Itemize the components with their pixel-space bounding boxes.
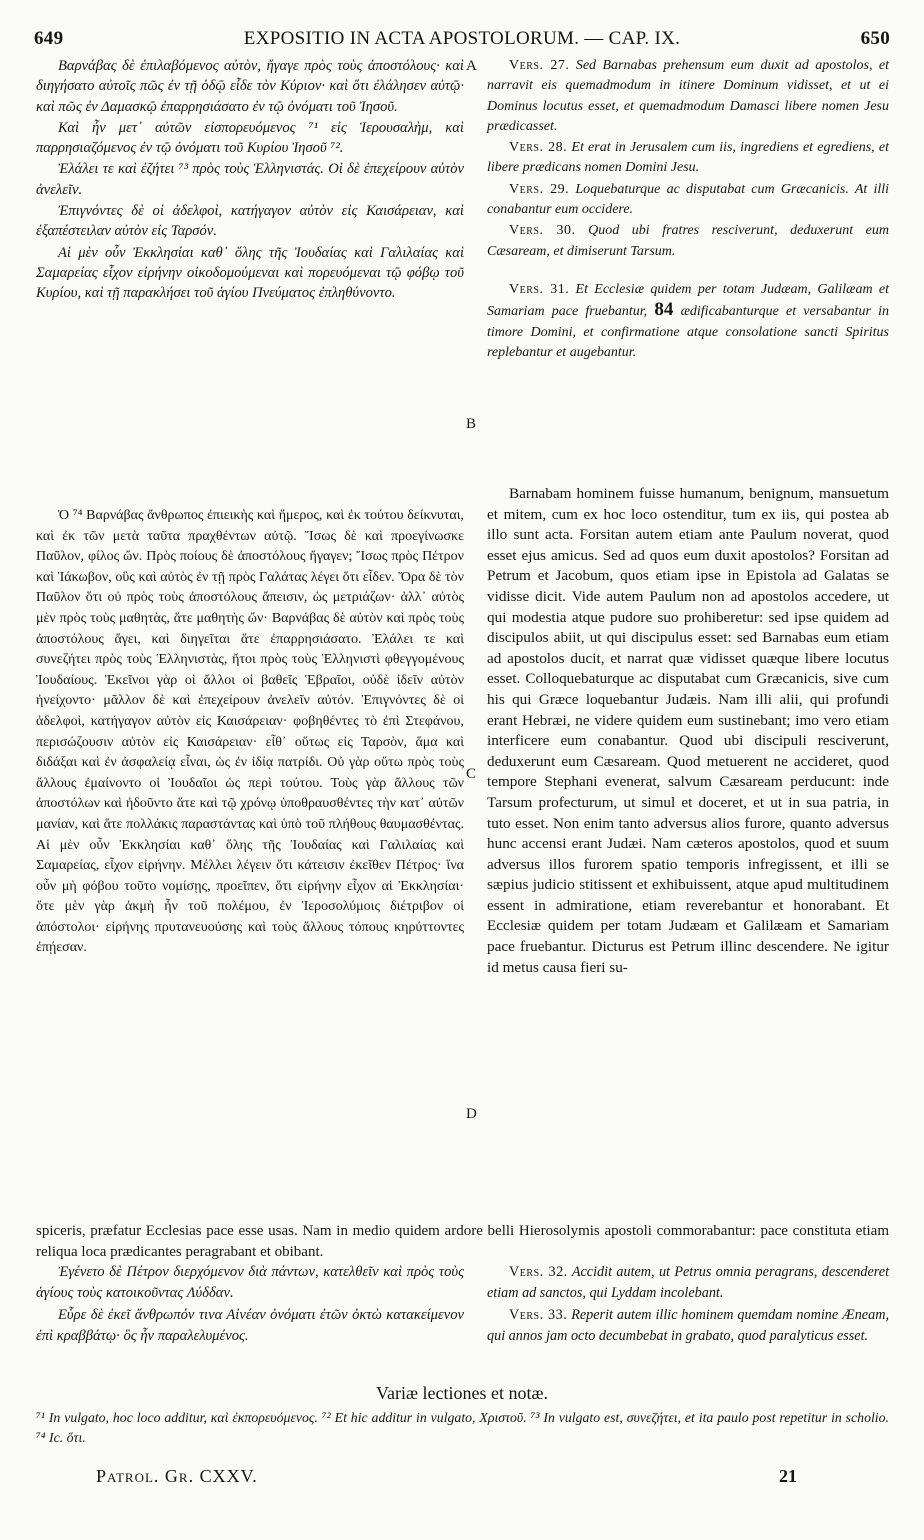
verse-text: Reperit autem illic hominem quemdam nomine Æneam, qui annos jam octo decumbebat in grabato, quod paralyticus esset.	[487, 1307, 889, 1344]
greek-verse-32: Ἐγένετο δὲ Πέτρον διερχόμενον διὰ πάντων, κατελθεῖν καὶ πρὸς τοὺς ἁγίους τοὺς κατοικοῦντας Λύδδαν.	[36, 1264, 464, 1301]
verse-text: ædificabanturque et versabantur in timore Domini, et confirmatione atque consolatione sancti Spiritus replebantur et augebantur.	[487, 304, 890, 360]
page-number-right: 650	[860, 28, 890, 49]
margin-marker-b: B	[466, 416, 477, 432]
greek-scripture-column	[36, 56, 464, 305]
latin-commentary: Barnabam hominem fuisse humanum, benignum, mansuetum et mitem, cum ex hoc loco ostenditur, tum ex iis, qui postea ab illo sunt acta. Forsitan autem etiam ante Paulum noverat, quod esset ejus amicus. Sed ad quos eum duxit apostolos? Forsitan ad Petrum et Jacobum, quos etiam ipse in Epistola ad Galatas se vidisse dicit. Vide autem Paulum non ad apostolos accedere, ut qui modestia atque pudore suo prohiberetur: sed ipse quidem ad discipulos abiit, ut qui discipulus esset: sed Barnabas eum etiam ad apostolos ducit, et narrat quæ vidisset quæque libere locutus esset. Colloquebaturque ac disputabat cum Græcanicis, sive cum his qui Græce loquebantur Judæis. Nam illi alii, qui profundi erant Hebræi, ne videre quidem eum sustinebant; imo vero etiam interficere eum conabantur. Quod ubi discipuli resciverunt, deduxerunt eum Cæsaream. Quod metuerent ne accideret, quod tempore Stephani evenerat, salvum Cæsaream perducunt: inde Tarsum profecturum, ut simul et doceret, et ut in sua patria, in tuto esset. Non enim tanto adversus alios furore, quanto adversus hunc accensi erant Judæi. Nam cæteros apostolos, quod et suum adversus illos furorem spatio temporis infregissent, et illi se sæpius judicio stitissent et exhibuissent, atque apud multitudinem essent in admiratione, etiam reverebantur et honorabant. Et Ecclesiæ quidem per totam Judæam et Galilæam et Samariam pace fruebantur. Dicturus est Petrum illinc descendere. Ne igitur id metus causa fieri su-	[487, 485, 889, 976]
page-footer	[36, 1466, 889, 1492]
verse-text: Loquebaturque ac disputabat cum Græcanicis. At illi conabantur eum occidere.	[487, 181, 890, 218]
verse-text: Et Ecclesiæ quidem per totam Judæam, Galilæam et Samariam pace fruebantur,	[487, 281, 890, 320]
running-title: EXPOSITIO IN ACTA APOSTOLORUM. — CAP. IX.	[243, 28, 681, 49]
verse-text: Et erat in Jerusalem cum iis, ingrediens et egrediens, et libere prædicans nomen Domini Jesu.	[487, 140, 890, 176]
greek-verse-31: Αἱ μὲν οὖν Ἐκκλησίαι καθ᾽ ὅλης τῆς Ἰουδαίας καὶ Γαλιλαίας καὶ Σαμαρείας εἶχον εἰρήνην οἰκοδομούμεναι καὶ πορευόμεναι τῷ φόβῳ τοῦ Κυρίου, καὶ τῇ παρακλήσει τοῦ ἁγίου Πνεύματος ἐπληθύνοντο.	[36, 244, 464, 302]
margin-marker-d: D	[466, 1106, 477, 1122]
greek-verse-30: Ἐπιγνόντες δὲ οἱ ἀδελφοὶ, κατήγαγον αὐτὸν εἰς Καισάρειαν, καὶ ἐξαπέστειλαν αὐτὸν εἰς Ταρσόν.	[36, 203, 464, 240]
greek-verse-28: Καὶ ἦν μετ᾽ αὐτῶν εἰσπορευόμενος ⁷¹ εἰς Ἱερουσαλὴμ, καὶ παρρησιαζόμενος ἐν τῷ ὀνόματι τοῦ Κυρίου Ἰησοῦ ⁷².	[36, 119, 464, 157]
verse-text: Accidit autem, ut Petrus omnia peragrans, descenderet etiam ad sanctos, qui Lyddam incolebant.	[487, 1264, 890, 1301]
greek-verse-27: Βαρνάβας δὲ ἐπιλαβόμενος αὐτὸν, ἤγαγε πρὸς τοὺς ἀποστόλους· καὶ διηγήσατο αὐτοῖς πῶς ἐν τῇ ὁδῷ εἶδε τὸν Κύριον· καὶ ὅτι ἐλάλησεν αὐτῷ· καὶ πῶς ἐν Δαμασκῷ ἐπαρρησιάσατο ἐν τῷ ὀνόματι τοῦ Ἰησοῦ.	[36, 58, 464, 115]
verse-label: Vers. 27.	[509, 58, 570, 73]
greek-commentary: Ὁ ⁷⁴ Βαρνάβας ἄνθρωπος ἐπιεικὴς καὶ ἥμερος, καὶ ἐκ τούτου δείκνυται, καὶ ἐκ τῶν μετὰ ταῦτα πραχθέντων αὐτῷ. Ἴσως δὲ καὶ προεγίνωσκε Παῦλον, φίλος ὤν. Πρὸς ποίους δὲ ἀποστόλους ἤγαγεν; Ἴσως πρὸς Πέτρον καὶ Ἰάκωβον, οὓς καὶ αὐτὸς ἐν τῇ πρὸς Γαλάτας λέγει ὅτι εἶδεν. Ὅρα δὲ τὸν Παῦλον ὅτι οὐ πρὸς τοὺς ἀποστόλους ἄπεισιν, ὡς μετριάζων· ἀλλ᾽ αὐτὸς μὲν πρὸς τοὺς μαθητὰς, ἅτε μαθητὴς ὤν· Βαρνάβας δὲ αὐτὸν καὶ πρὸς τοὺς ἀποστόλους ἄγει, καὶ διηγεῖται ἅτε ἐπαρρησιάσατο. Ἐλάλει τε καὶ συνεζήτει πρὸς τοὺς Ἑλληνιστὰς, ἤτοι πρὸς τοὺς Ἑλληνιστὶ φθεγγομένους Ἰουδαίους. Ἐκεῖνοι γὰρ οἱ ἄλλοι οἱ βαθεῖς Ἑβραῖοι, οὐδὲ ἰδεῖν αὐτὸν ἠνείχοντο· μᾶλλον δὲ καὶ ἐπεχείρουν ἀνελεῖν αὐτόν. Ἐπιγνόντες δὲ οἱ ἀδελφοὶ, κατήγαγον αὐτὸν εἰς Καισάρειαν· φοβηθέντες τὸ ἐπὶ Στεφάνου, περισώζουσιν αὐτὸν εἰς Καισάρειαν· εἶθ᾽ οὕτως εἰς Ταρσὸν, ἅμα καὶ διδάξαι καὶ ἐν ἀσφαλείᾳ εἶναι, ὡς ἐν ἰδίᾳ πατρίδι. Οὐ γὰρ οὕτω πρὸς τοὺς ἄλλους ἐμαίνοντο οἱ Ἰουδαῖοι ὡς περὶ τούτου. Τοὺς γὰρ ἄλλους τῶν ἀποστόλων καὶ ἠδοῦντο ἅτε καὶ τῷ χρόνῳ ὑποθραυσθέντες τὴν κατ᾽ αὐτῶν μανίαν, καὶ ἅτε πολλάκις παραστάντας καὶ ὑπὸ τοῦ πλήθους θαυμασθέντας. Αἱ μὲν οὖν Ἐκκλησίαι καθ᾽ ὅλης τῆς Ἰουδαίας καὶ Γαλιλαίας καὶ Σαμαρείας, εἶχον εἰρήνην. Μέλλει λέγειν ὅτι κάτεισιν ἐκεῖθεν Πέτρος· ἵνα οὖν μὴ φόβου τοῦτο νομίσῃς, προεῖπεν, ὅτι εἰρήνην εἶχον αἱ Ἐκκλησίαι· ὅτε μὲν γὰρ ἀκμὴ ἦν τοῦ πολέμου, ἐν Ἱεροσολύμοις διέτριβον οἱ ἀπόστολοι· εἰρήνης πρυτανευούσης καὶ τοὺς ἄλλους τόπους κηρύττοντες ἐπῄεσαν.	[36, 508, 464, 956]
greek-commentary-column	[36, 506, 464, 960]
variant-notes: ⁷¹ In vulgato, hoc loco additur, καὶ ἐκπορευόμενος. ⁷² Et hic additur in vulgato, Χριστοῦ. ⁷³ In vulgato est, συνεζήτει, et ita paulo post repetitur in scholio. ⁷⁴ Ιc. ὅτι.	[36, 1410, 889, 1445]
verse-label: Vers. 31.	[509, 281, 570, 297]
verse-label: Vers. 28.	[509, 140, 568, 156]
latin-verse-30	[487, 221, 889, 262]
verse-label: Vers. 33.	[509, 1307, 568, 1323]
latin-commentary-column	[487, 484, 889, 979]
notes-heading: Variæ lectiones et notæ.	[376, 1383, 548, 1403]
verse-text: Sed Barnabas prehensum eum duxit ad apostolos, et narravit eis quemadmodum in itinere Dominum vidisset, et ut ei Dominus locutus esset, et quemadmodum Damasci libere nomen Jesu prædicasset.	[487, 58, 890, 134]
inline-column-number: 84	[654, 299, 674, 321]
verse-label: Vers. 30.	[509, 223, 576, 239]
greek-scripture-bottom	[36, 1262, 464, 1348]
latin-verse-29	[487, 180, 889, 221]
margin-marker-a: A	[466, 58, 477, 74]
verse-label: Vers. 32.	[509, 1264, 568, 1280]
greek-verse-33: Εὗρε δὲ ἐκεῖ ἄνθρωπόν τινα Αἰνέαν ὀνόματι ἐτῶν ὀκτὼ κατακείμενον ἐπὶ κραββάτῳ· ὃς ἦν παραλελυμένος.	[36, 1307, 464, 1344]
footer-signature: 21	[779, 1466, 797, 1486]
margin-marker-c: C	[466, 766, 477, 782]
verse-label: Vers. 29.	[509, 181, 570, 197]
greek-verse-29: Ἐλάλει τε καὶ ἐζήτει ⁷³ πρὸς τοὺς Ἑλληνιστάς. Οἱ δὲ ἐπεχείρουν αὐτὸν ἀνελεῖν.	[36, 161, 464, 198]
latin-verse-31	[487, 280, 889, 363]
verse-text: Quod ubi fratres resciverunt, deduxerunt eum Cæsaream, et dimiserunt Tarsum.	[487, 223, 889, 259]
page-number-left: 649	[34, 28, 64, 49]
page-header	[28, 28, 896, 54]
latin-verse-32	[487, 1262, 889, 1304]
latin-verse-27	[487, 56, 889, 137]
latin-scripture-column	[487, 56, 889, 364]
latin-verse-28	[487, 138, 889, 179]
latin-verse-33	[487, 1305, 889, 1347]
full-width-continuation: spiceris, præfatur Ecclesias pace esse usas. Nam in medio quidem ardore belli Hierosolymis apostoli commorabantur: pace constituta etiam reliqua loca prædicantes peragrabant et obibant.	[36, 1223, 889, 1260]
latin-scripture-bottom	[487, 1262, 889, 1348]
footer-series: Patrol. Gr. CXXV.	[96, 1466, 258, 1486]
